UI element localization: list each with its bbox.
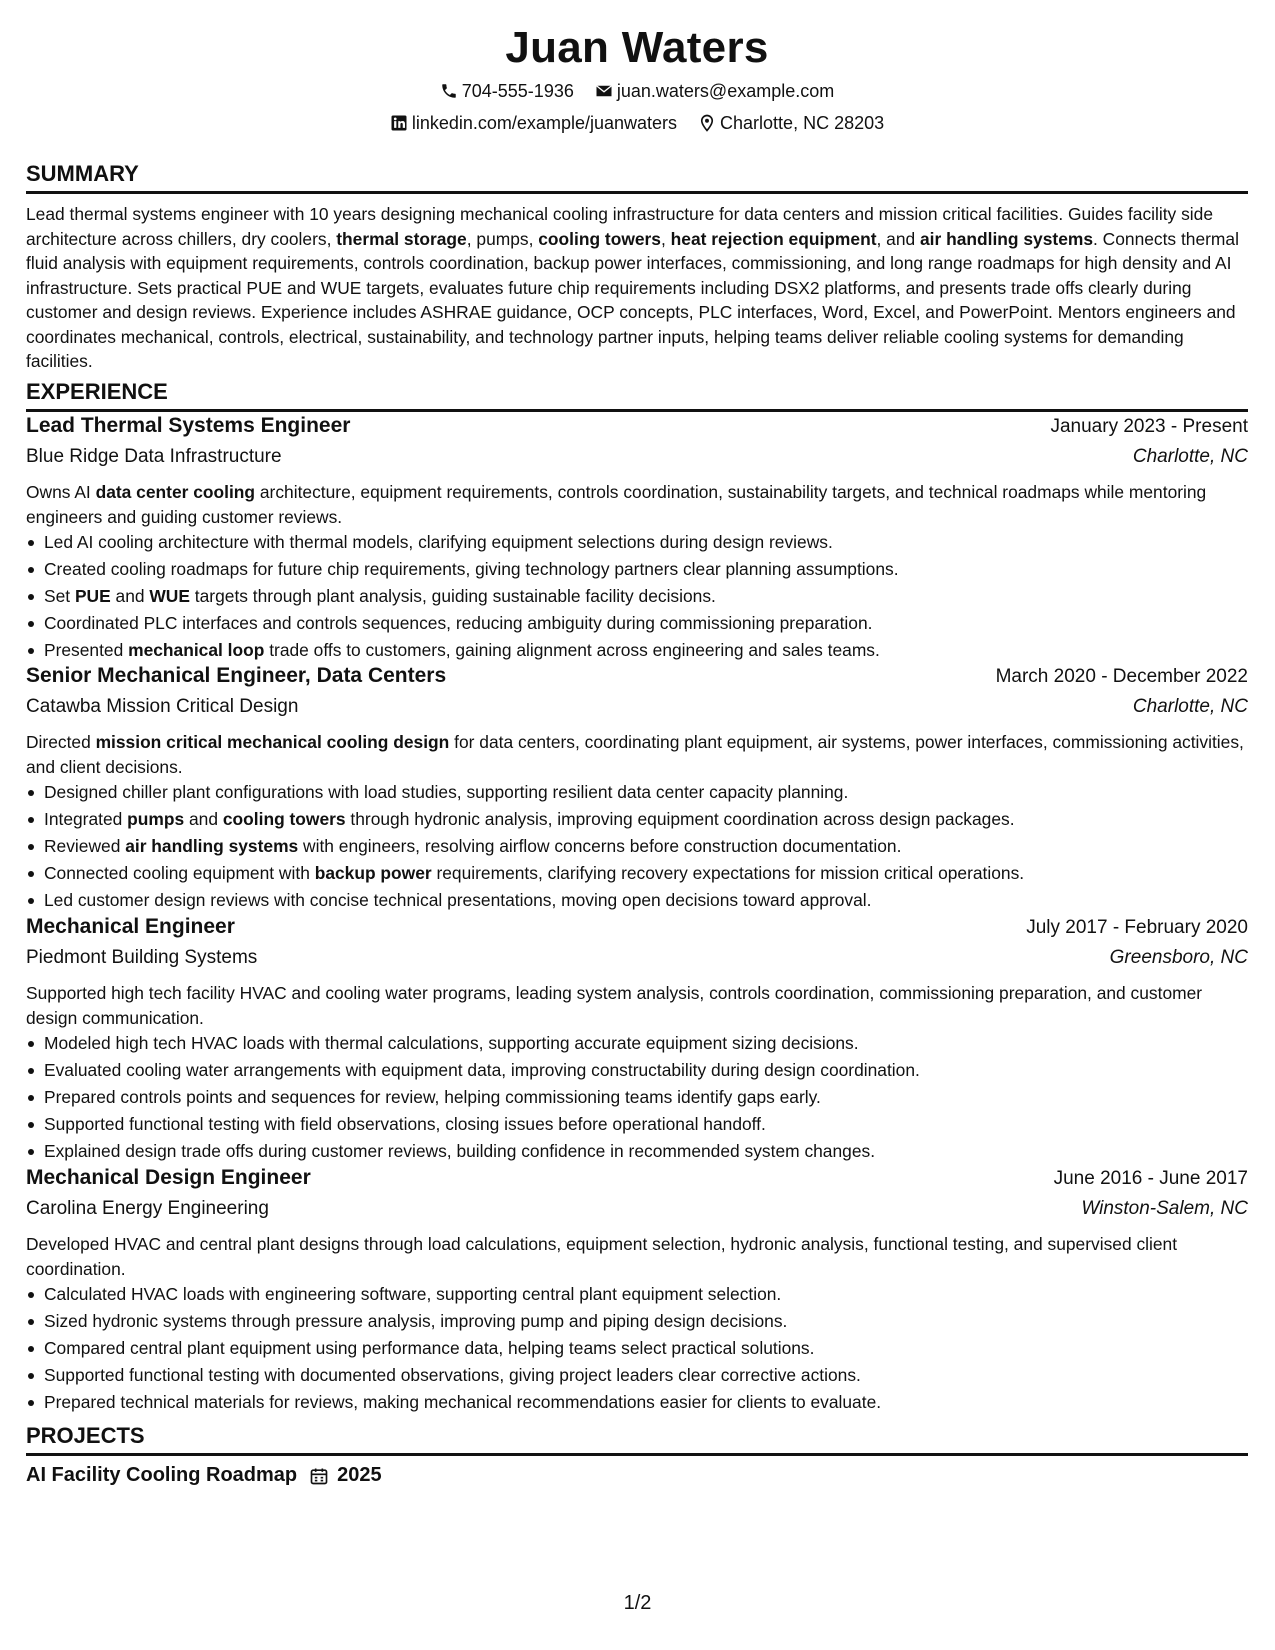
location-contact (698, 111, 884, 135)
page-number: 1/2 (623, 1592, 652, 1614)
list-item: Presented mechanical loop trade offs to customers, gaining alignment across engineering and sales teams. (44, 637, 1248, 664)
summary-section (26, 161, 1248, 374)
job-description: Developed HVAC and central plant designs through load calculations, equipment selection, hydronic analysis, functional testing, and supervised client coordination. (26, 1234, 1178, 1279)
section-divider (26, 409, 1248, 412)
job-title: Mechanical Engineer (26, 915, 235, 938)
calendar-icon (309, 1466, 329, 1486)
job-company: Catawba Mission Critical Design (26, 696, 299, 717)
phone-icon (440, 82, 458, 100)
job-company: Carolina Energy Engineering (26, 1198, 269, 1219)
job-bullets (26, 779, 1248, 914)
location-text: Charlotte, NC 28203 (720, 113, 885, 133)
list-item: Reviewed air handling systems with engineers, resolving airflow concerns before construction documentation. (44, 833, 1248, 860)
list-item: Evaluated cooling water arrangements with equipment data, improving constructability during design coordination. (44, 1057, 1248, 1084)
job-location: Charlotte, NC (1132, 696, 1248, 717)
envelope-icon (595, 82, 613, 100)
job-dates: June 2016 - June 2017 (1053, 1168, 1248, 1189)
job-company: Piedmont Building Systems (26, 947, 258, 968)
section-divider (26, 191, 1248, 194)
candidate-name: Juan Waters (505, 23, 769, 72)
list-item: Modeled high tech HVAC loads with thermal calculations, supporting accurate equipment sizing decisions. (44, 1030, 1248, 1057)
list-item: Created cooling roadmaps for future chip requirements, giving technology partners clear planning assumptions. (44, 556, 1248, 583)
list-item: Sized hydronic systems through pressure analysis, improving pump and piping design decisions. (44, 1308, 1248, 1335)
list-item: Prepared technical materials for reviews, making mechanical recommendations easier for clients to evaluate. (44, 1389, 1248, 1416)
job-dates: July 2017 - February 2020 (1026, 917, 1248, 938)
job-description: Supported high tech facility HVAC and cooling water programs, leading system analysis, controls coordination, commissioning preparation, and customer design communication. (26, 983, 1203, 1028)
contact-row-2 (26, 111, 1248, 138)
list-item: Led customer design reviews with concise technical presentations, moving open decisions toward approval. (44, 887, 1248, 914)
list-item: Compared central plant equipment using performance data, helping teams select practical solutions. (44, 1335, 1248, 1362)
job-dates: January 2023 - Present (1050, 416, 1248, 437)
list-item: Led AI cooling architecture with thermal models, clarifying equipment selections during design reviews. (44, 529, 1248, 556)
map-pin-icon (698, 114, 716, 132)
job-company: Blue Ridge Data Infrastructure (26, 446, 282, 467)
summary-text: Lead thermal systems engineer with 10 years designing mechanical cooling infrastructure for data centers and mission critical facilities. Guides facility side architecture across chillers, dry coolers, thermal storage, pumps, cooling towers, heat rejection equipment, and air handling systems. Connects thermal fluid analysis with equipment requirements, controls coordination, backup power interfaces, commissioning, and long range roadmaps for high density and AI infrastructure. Sets practical PUE and WUE targets, evaluates future chip requirements including DSX2 platforms, and presents trade offs clearly during customer and design reviews. Experience includes ASHRAE guidance, OCP concepts, PLC interfaces, Word, Excel, and PowerPoint. Mentors engineers and coordinates mechanical, controls, electrical, sustainability, and technology partner inputs, helping teams deliver reliable cooling systems for demanding facilities. (26, 204, 1239, 371)
job-entry (26, 664, 1248, 914)
projects-section (26, 1423, 1248, 1487)
list-item: Set PUE and WUE targets through plant analysis, guiding sustainable facility decisions. (44, 583, 1248, 610)
job-description: Owns AI data center cooling architecture, equipment requirements, controls coordination, sustainability targets, and technical roadmaps while mentoring engineers and guiding customer reviews. (26, 482, 1207, 527)
resume-page (26, 0, 1248, 1650)
job-title: Lead Thermal Systems Engineer (26, 414, 351, 437)
experience-heading: EXPERIENCE (26, 379, 168, 404)
projects-heading: PROJECTS (26, 1423, 145, 1448)
job-description: Directed mission critical mechanical cooling design for data centers, coordinating plant equipment, air systems, power interfaces, commissioning activities, and client decisions. (26, 732, 1244, 777)
job-location: Charlotte, NC (1132, 446, 1248, 467)
job-bullets (26, 529, 1248, 664)
project-year: 2025 (337, 1464, 382, 1486)
summary-heading: SUMMARY (26, 161, 139, 186)
job-title: Senior Mechanical Engineer, Data Centers (26, 664, 447, 687)
list-item: Connected cooling equipment with backup power requirements, clarifying recovery expectations for mission critical operations. (44, 860, 1248, 887)
linkedin-link[interactable]: linkedin.com/example/juanwaters (411, 113, 678, 133)
job-location: Greensboro, NC (1109, 947, 1248, 968)
list-item: Designed chiller plant configurations with load studies, supporting resilient data center capacity planning. (44, 779, 1248, 806)
project-item (26, 1464, 1248, 1487)
email-link[interactable]: juan.waters@example.com (616, 81, 835, 101)
project-name: AI Facility Cooling Roadmap (26, 1464, 298, 1486)
job-bullets (26, 1030, 1248, 1165)
job-title: Mechanical Design Engineer (26, 1166, 311, 1189)
phone-text: 704-555-1936 (461, 81, 574, 101)
linkedin-icon (390, 114, 408, 132)
job-dates: March 2020 - December 2022 (995, 666, 1248, 687)
job-entry (26, 1166, 1248, 1416)
email-contact[interactable] (595, 79, 834, 103)
contact-row-1 (26, 79, 1248, 106)
phone-contact (440, 79, 574, 103)
job-bullets (26, 1281, 1248, 1416)
list-item: Prepared controls points and sequences for review, helping commissioning teams identify gaps early. (44, 1084, 1248, 1111)
list-item: Supported functional testing with documented observations, giving project leaders clear corrective actions. (44, 1362, 1248, 1389)
list-item: Coordinated PLC interfaces and controls sequences, reducing ambiguity during commissioning preparation. (44, 610, 1248, 637)
list-item: Integrated pumps and cooling towers through hydronic analysis, improving equipment coordination across design packages. (44, 806, 1248, 833)
list-item: Explained design trade offs during customer reviews, building confidence in recommended system changes. (44, 1138, 1248, 1165)
list-item: Supported functional testing with field observations, closing issues before operational handoff. (44, 1111, 1248, 1138)
job-entry (26, 915, 1248, 1165)
section-divider (26, 1453, 1248, 1456)
job-location: Winston-Salem, NC (1081, 1198, 1248, 1219)
job-entry (26, 414, 1248, 664)
list-item: Calculated HVAC loads with engineering software, supporting central plant equipment selection. (44, 1281, 1248, 1308)
linkedin-contact[interactable] (390, 111, 677, 135)
